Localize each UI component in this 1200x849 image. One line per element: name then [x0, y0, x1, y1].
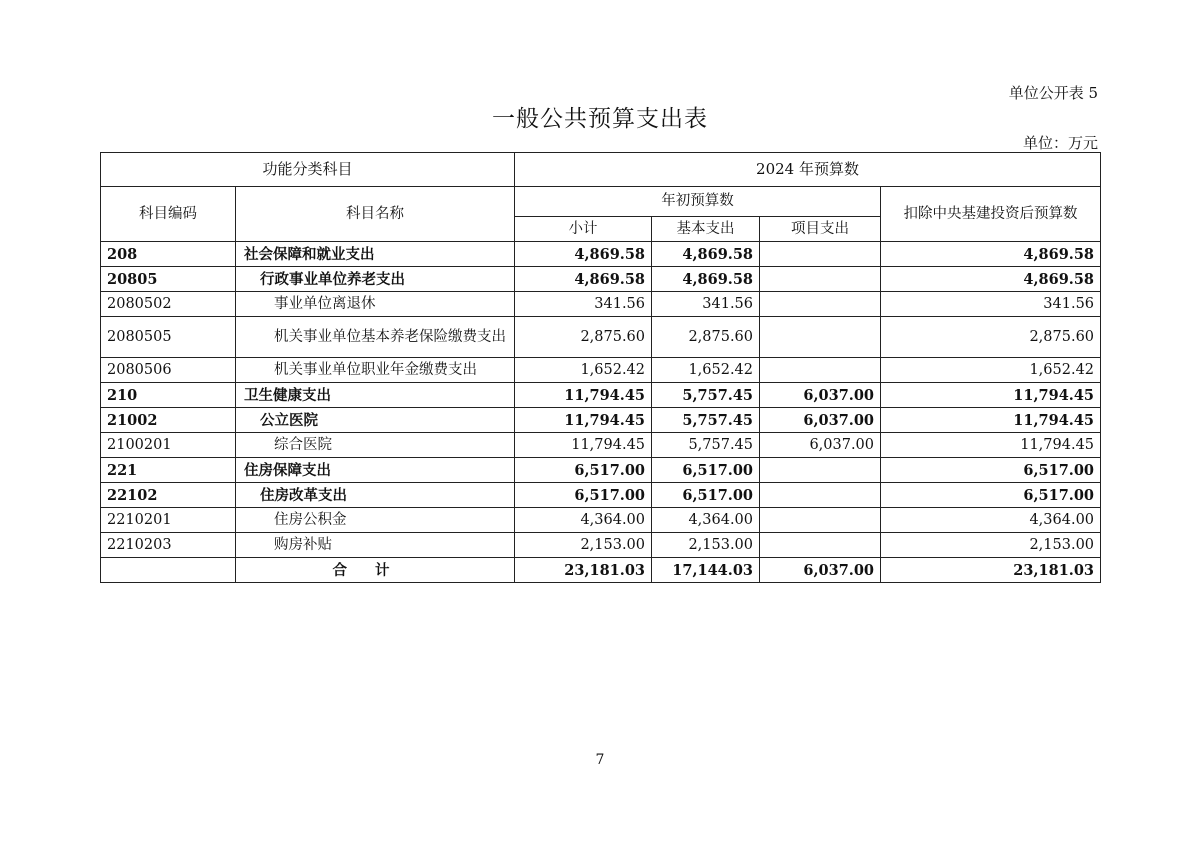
table-row: [101, 267, 1101, 292]
row-project: [760, 533, 881, 558]
total-empty-cell: [101, 558, 236, 583]
row-after: 2,875.60: [881, 317, 1101, 358]
budget-table: [100, 152, 1101, 583]
row-basic: 5,757.45: [652, 408, 760, 433]
row-after: 2,153.00: [881, 533, 1101, 558]
row-subtotal: 2,153.00: [515, 533, 652, 558]
row-after: 6,517.00: [881, 483, 1101, 508]
row-code: 2080502: [101, 292, 236, 317]
total-basic: 17,144.03: [652, 558, 760, 583]
total-label: 合计: [236, 558, 515, 583]
total-after: 23,181.03: [881, 558, 1101, 583]
row-basic: 6,517.00: [652, 483, 760, 508]
row-project: [760, 508, 881, 533]
row-code: 221: [101, 458, 236, 483]
row-after: 1,652.42: [881, 358, 1101, 383]
row-basic: 341.56: [652, 292, 760, 317]
table-row: [101, 317, 1101, 358]
row-code: 2100201: [101, 433, 236, 458]
table-row: [101, 383, 1101, 408]
row-basic: 2,153.00: [652, 533, 760, 558]
row-after: 11,794.45: [881, 408, 1101, 433]
row-after: 4,364.00: [881, 508, 1101, 533]
row-code: 210: [101, 383, 236, 408]
row-name: 社会保障和就业支出: [236, 242, 515, 267]
row-subtotal: 2,875.60: [515, 317, 652, 358]
unit-label: 单位：万元: [1022, 134, 1098, 152]
row-after: 341.56: [881, 292, 1101, 317]
row-project: [760, 267, 881, 292]
header-name: 科目名称: [236, 187, 515, 242]
row-after: 11,794.45: [881, 433, 1101, 458]
table-row: [101, 292, 1101, 317]
page-title: 一般公共预算支出表: [492, 106, 708, 132]
row-after: 6,517.00: [881, 458, 1101, 483]
header-row-2: [101, 187, 1101, 217]
row-basic: 5,757.45: [652, 433, 760, 458]
row-subtotal: 11,794.45: [515, 408, 652, 433]
row-project: [760, 483, 881, 508]
row-project: [760, 292, 881, 317]
row-project: [760, 458, 881, 483]
table-row: [101, 483, 1101, 508]
row-project: 6,037.00: [760, 408, 881, 433]
row-project: [760, 317, 881, 358]
row-code: 2210201: [101, 508, 236, 533]
table-row: [101, 433, 1101, 458]
table-number: 单位公开表 5: [1008, 84, 1098, 102]
header-basic: 基本支出: [652, 217, 760, 242]
row-project: 6,037.00: [760, 383, 881, 408]
row-name: 事业单位离退休: [236, 292, 515, 317]
total-row: [101, 558, 1101, 583]
row-subtotal: 6,517.00: [515, 483, 652, 508]
row-code: 22102: [101, 483, 236, 508]
row-code: 2210203: [101, 533, 236, 558]
table-row: [101, 242, 1101, 267]
row-subtotal: 341.56: [515, 292, 652, 317]
header-code: 科目编码: [101, 187, 236, 242]
row-subtotal: 6,517.00: [515, 458, 652, 483]
row-project: [760, 358, 881, 383]
row-name: 购房补贴: [236, 533, 515, 558]
table-row: [101, 508, 1101, 533]
table-row: [101, 458, 1101, 483]
row-basic: 4,869.58: [652, 267, 760, 292]
row-basic: 5,757.45: [652, 383, 760, 408]
row-code: 2080506: [101, 358, 236, 383]
header-subtotal: 小计: [515, 217, 652, 242]
row-code: 2080505: [101, 317, 236, 358]
row-subtotal: 11,794.45: [515, 433, 652, 458]
row-code: 21002: [101, 408, 236, 433]
row-after: 4,869.58: [881, 267, 1101, 292]
row-name: 住房公积金: [236, 508, 515, 533]
row-name: 公立医院: [236, 408, 515, 433]
row-name: 住房保障支出: [236, 458, 515, 483]
row-subtotal: 4,869.58: [515, 267, 652, 292]
row-basic: 4,364.00: [652, 508, 760, 533]
row-name: 卫生健康支出: [236, 383, 515, 408]
row-subtotal: 4,869.58: [515, 242, 652, 267]
row-after: 11,794.45: [881, 383, 1101, 408]
header-project: 项目支出: [760, 217, 881, 242]
row-name: 综合医院: [236, 433, 515, 458]
row-name: 机关事业单位基本养老保险缴费支出: [236, 317, 515, 358]
row-code: 208: [101, 242, 236, 267]
header-functional-category: 功能分类科目: [101, 153, 515, 187]
header-initial-budget: 年初预算数: [515, 187, 881, 217]
row-name: 机关事业单位职业年金缴费支出: [236, 358, 515, 383]
row-name: 行政事业单位养老支出: [236, 267, 515, 292]
table-row: [101, 358, 1101, 383]
row-subtotal: 1,652.42: [515, 358, 652, 383]
row-basic: 2,875.60: [652, 317, 760, 358]
row-subtotal: 11,794.45: [515, 383, 652, 408]
row-name: 住房改革支出: [236, 483, 515, 508]
row-after: 4,869.58: [881, 242, 1101, 267]
total-subtotal: 23,181.03: [515, 558, 652, 583]
table-row: [101, 408, 1101, 433]
row-basic: 4,869.58: [652, 242, 760, 267]
header-after-deduction: 扣除中央基建投资后预算数: [881, 187, 1101, 242]
row-basic: 1,652.42: [652, 358, 760, 383]
page-number: 7: [595, 752, 605, 768]
row-code: 20805: [101, 267, 236, 292]
header-row-1: [101, 153, 1101, 187]
total-project: 6,037.00: [760, 558, 881, 583]
row-subtotal: 4,364.00: [515, 508, 652, 533]
row-project: [760, 242, 881, 267]
row-basic: 6,517.00: [652, 458, 760, 483]
row-project: 6,037.00: [760, 433, 881, 458]
table-row: [101, 533, 1101, 558]
header-budget-year: 2024 年预算数: [515, 153, 1101, 187]
